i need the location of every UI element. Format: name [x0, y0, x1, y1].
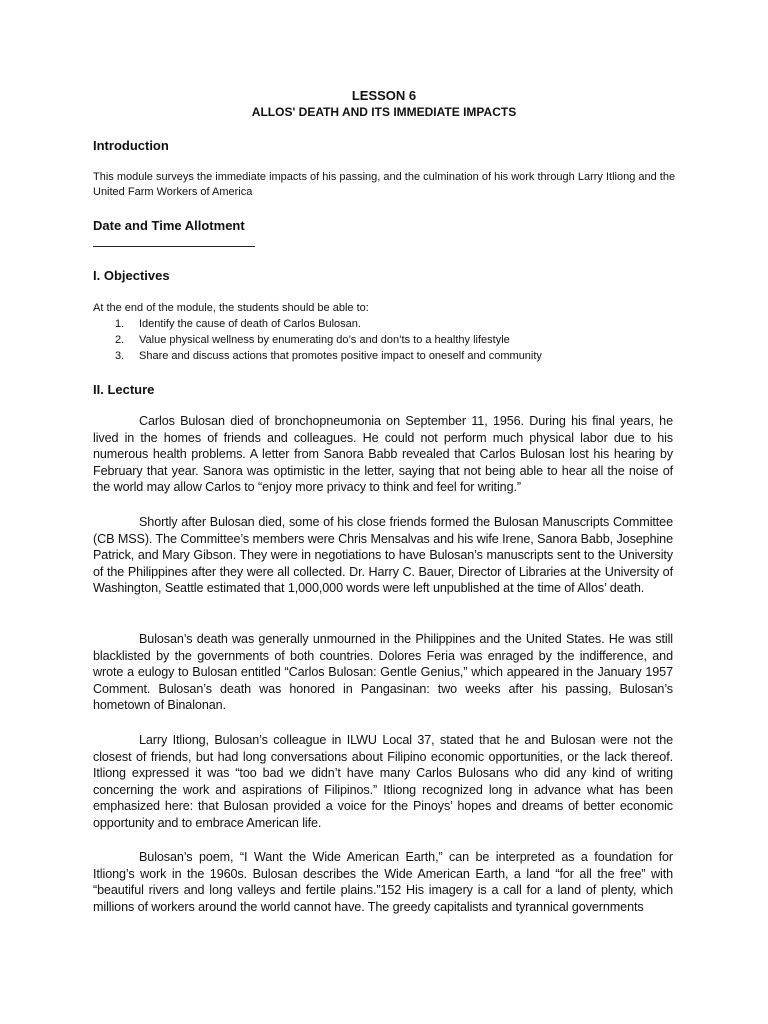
objectives-intro: At the end of the module, the students should be able to:	[93, 302, 369, 314]
objective-item	[93, 348, 683, 364]
lecture-paragraph: Larry Itliong, Bulosan’s colleague in ILWU Local 37, stated that he and Bulosan were not the closest of friends, but had long conversations about Filipino economic opportunities, or the lack thereof. Itliong expressed it was “too bad we didn’t have many Carlos Bulosans who did any kind of writing concerning the work and aspirations of Filipinos.” Itliong recognized long in advance what has been emphasized here: that Bulosan provided a voice for the Pinoys’ hopes and dreams of better economic opportunity and to embrace American life.	[93, 733, 673, 830]
objective-item	[93, 332, 683, 348]
objective-text: Identify the cause of death of Carlos Bulosan.	[139, 318, 361, 330]
lecture-paragraph: Carlos Bulosan died of bronchopneumonia on September 11, 1956. During his final years, he lived in the homes of friends and colleagues. He could not perform much physical labor due to his numerous health problems. A letter from Sanora Babb revealed that Carlos Bulosan lost his hearing by February that year. Sanora was optimistic in the letter, saying that not being able to hear all the noise of the world may allow Carlos to “enjoy more privacy to think and feel for writing.”	[93, 414, 673, 495]
objective-number: 1.	[115, 318, 125, 330]
lecture-paragraph: Bulosan’s death was generally unmourned in the Philippines and the United States. He was still blacklisted by the governments of both countries. Dolores Feria was enraged by the indifference, and wrote a eulogy to Bulosan entitled “Carlos Bulosan: Gentle Genius,” which appeared in the January 1957 Comment. Bulosan’s death was honored in Pangasinan: two weeks after his passing, Bulosan’s hometown of Binalonan.	[93, 632, 673, 713]
date-time-blank-line	[93, 246, 255, 247]
introduction-text: This module surveys the immediate impacts of his passing, and the culmination of his work through Larry Itliong and the United Farm Workers of America	[93, 171, 676, 198]
objective-text: Value physical wellness by enumerating do’s and don’ts to a healthy lifestyle	[139, 334, 510, 346]
lecture-paragraph: Shortly after Bulosan died, some of his close friends formed the Bulosan Manuscripts Committee (CB MSS). The Committee’s members were Chris Mensalvas and his wife Irene, Sanora Babb, Josephine Patrick, and Mary Gibson. They were in negotiations to have Bulosan’s manuscripts sent to the University of the Philippines after they were all collected. Dr. Harry C. Bauer, Director of Libraries at the University of Washington, Seattle estimated that 1,000,000 words were left unpublished at the time of Allos’ death.	[93, 515, 673, 596]
date-time-heading: Date and Time Allotment	[93, 218, 245, 233]
objective-text: Share and discuss actions that promotes positive impact to oneself and community	[139, 350, 542, 362]
objective-number: 2.	[115, 334, 125, 346]
lecture-paragraph: Bulosan’s poem, “I Want the Wide American Earth,” can be interpreted as a foundation for Itliong’s work in the 1960s. Bulosan describes the Wide American Earth, a land “for all the free” with “beautiful rivers and long valleys and fertile plains.”152 His imagery is a call for a land of plenty, which millions of workers around the world cannot have. The greedy capitalists and tyrannical governments	[93, 850, 673, 914]
objective-item	[93, 316, 683, 332]
objectives-list	[93, 316, 683, 364]
introduction-heading: Introduction	[93, 138, 169, 153]
lesson-title: ALLOS' DEATH AND ITS IMMEDIATE IMPACTS	[251, 105, 517, 119]
lesson-number: LESSON 6	[351, 88, 417, 103]
objectives-heading: I. Objectives	[93, 268, 170, 283]
lecture-heading: II. Lecture	[93, 382, 155, 397]
objective-number: 3.	[115, 350, 125, 362]
